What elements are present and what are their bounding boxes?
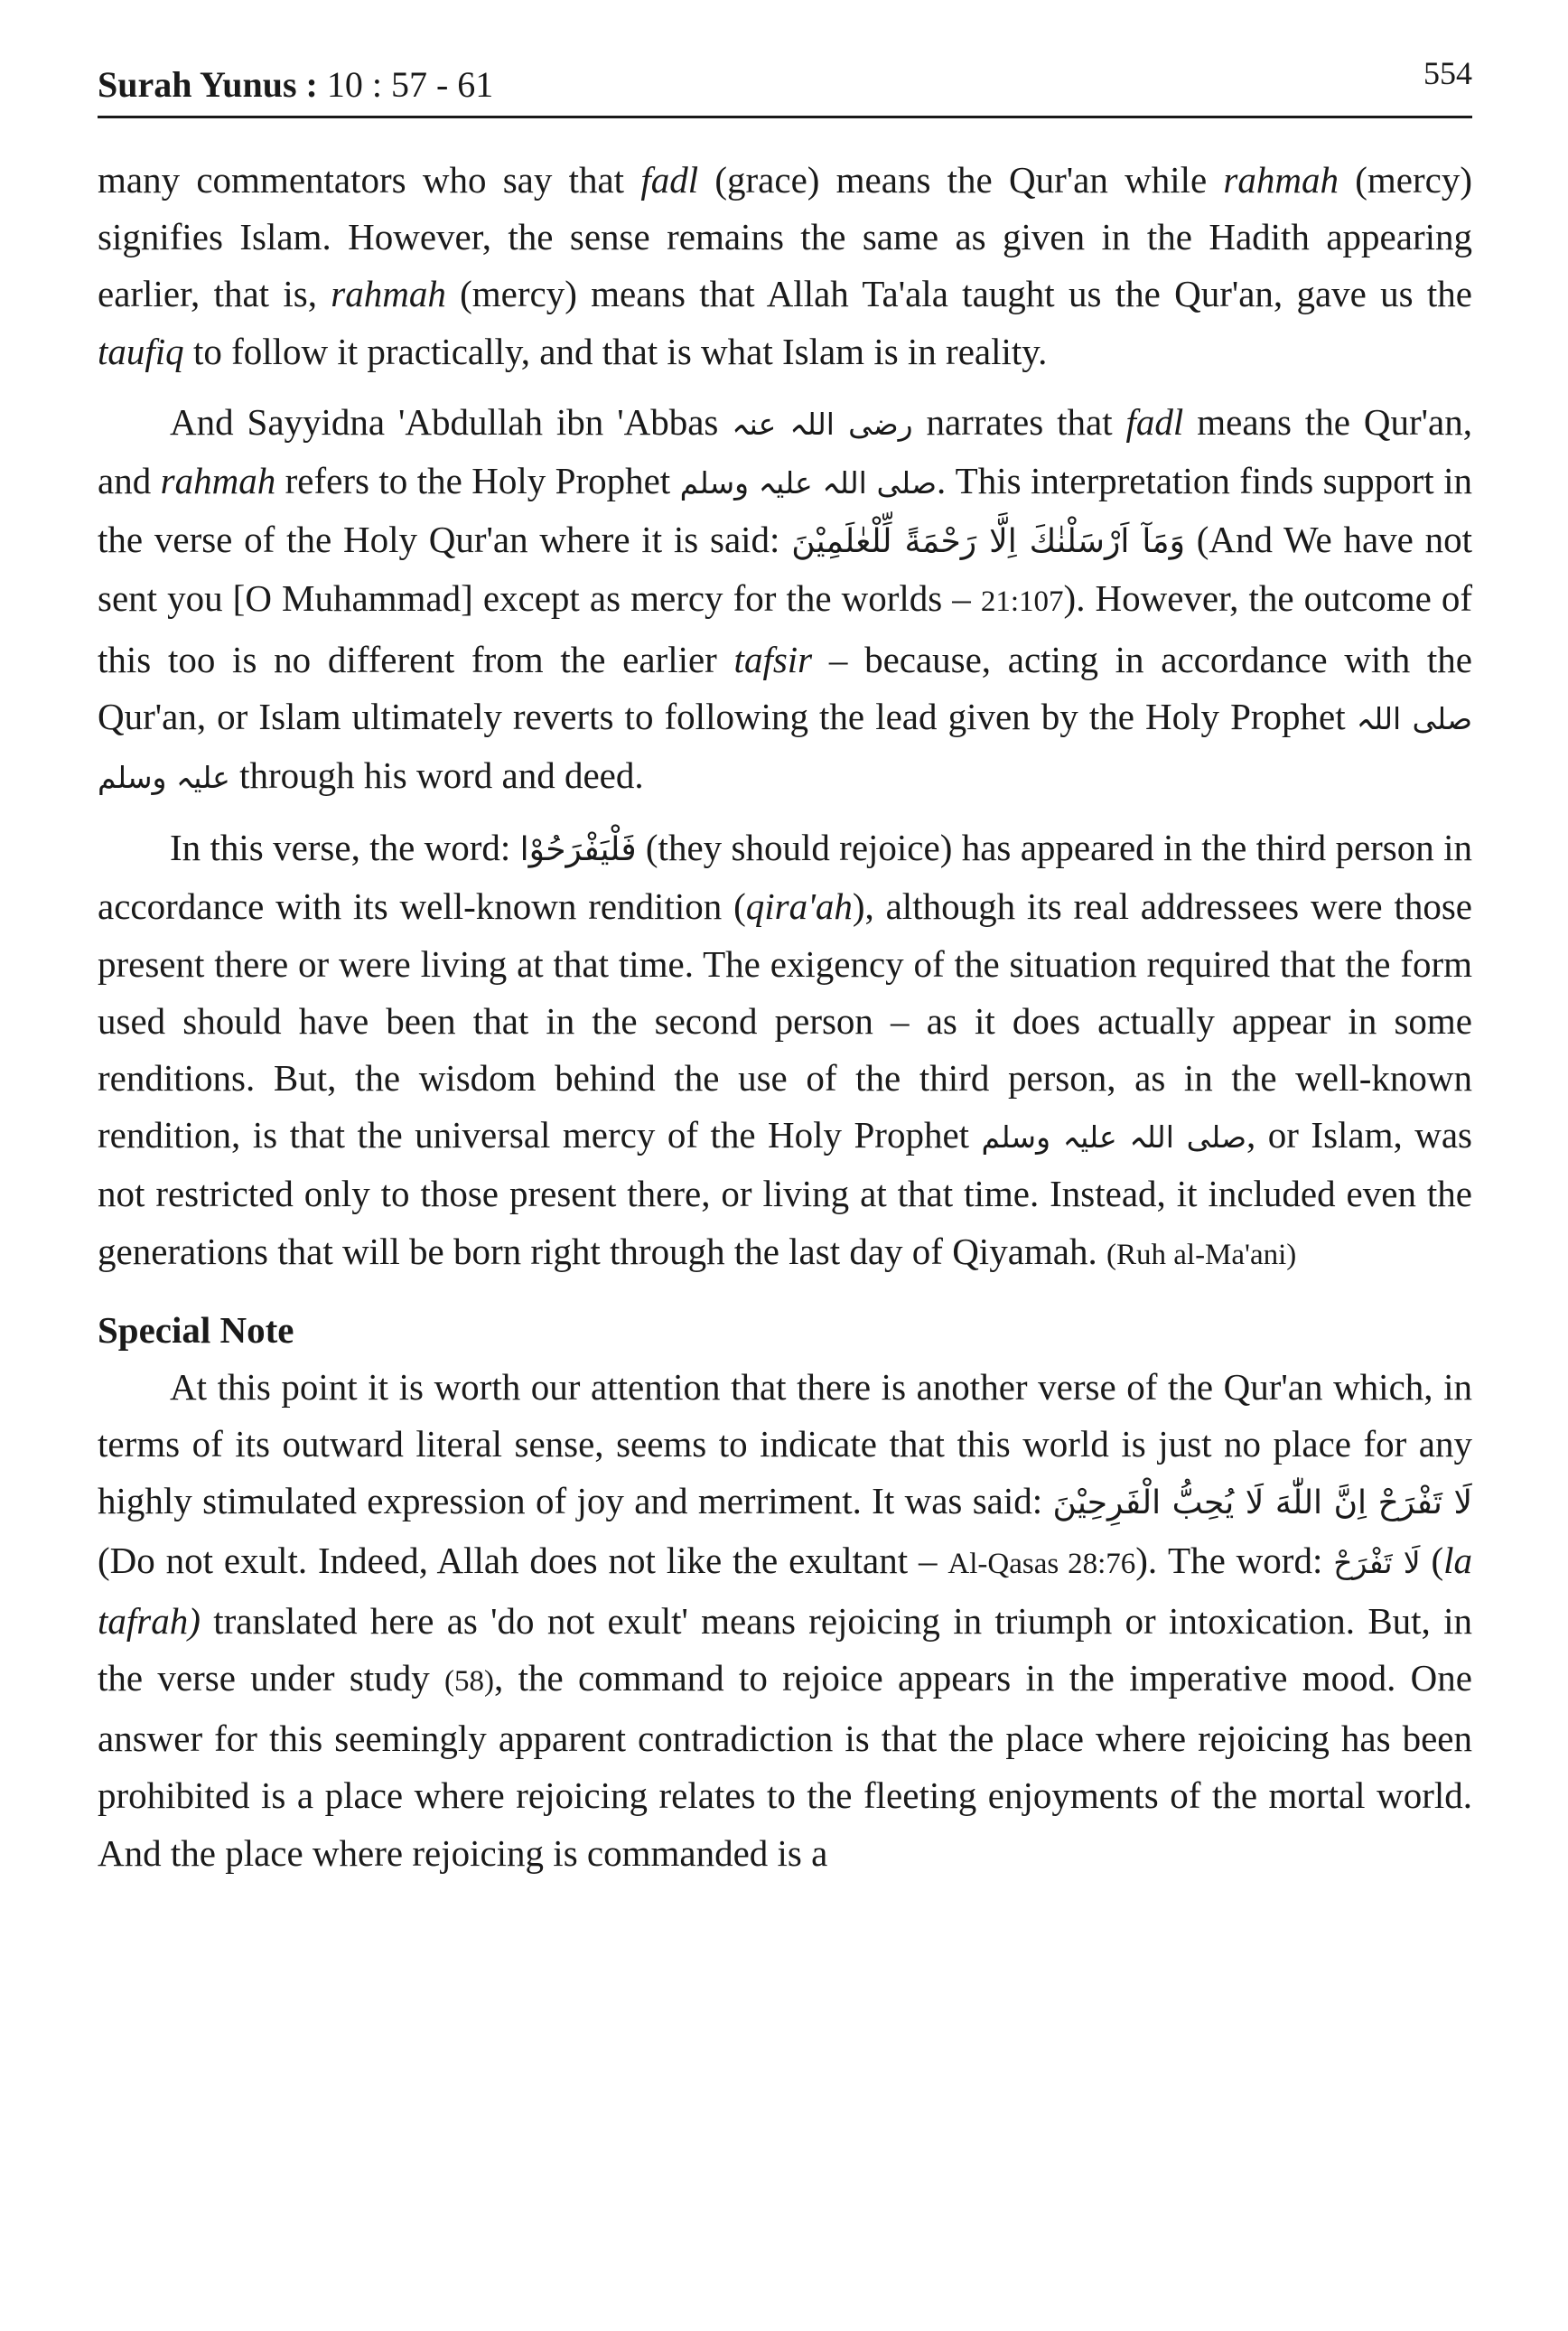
text-run: ). The word: [1135, 1539, 1334, 1581]
term-tafsir: tafsir [733, 638, 813, 680]
text-run: means the Qur'an, and [98, 400, 1473, 502]
text-run: through his word and deed. [229, 754, 644, 797]
surah-name: Surah Yunus : [98, 64, 318, 105]
text-run: (And We have not sent you [O Muhammad] except as mercy for the worlds – [98, 519, 1473, 620]
term-fadl: fadl [640, 159, 699, 201]
term-rahmah: rahmah [160, 460, 276, 502]
body-text [98, 152, 1472, 1882]
arabic-honorific: صلی اللہ علیہ وسلم [679, 465, 937, 501]
term-fadl: fadl [1125, 400, 1184, 443]
term-taufiq: taufiq [98, 330, 184, 372]
arabic-honorific: صلی اللہ علیہ وسلم [98, 700, 1472, 796]
text-run: narrates that [912, 400, 1126, 443]
term-rahmah: rahmah [331, 273, 446, 315]
verse-reference: 21:107 [980, 585, 1064, 619]
paragraph-2 [98, 394, 1472, 806]
text-run: refers to the Holy Prophet [275, 460, 680, 502]
paragraph-3 [98, 819, 1472, 1284]
paragraph-1 [98, 152, 1472, 380]
running-title [98, 63, 493, 106]
text-run: (mercy) signifies Islam. However, the sense remains the same as given in the Hadith appearing earlier, that is, [98, 159, 1472, 315]
arabic-verse: وَمَآ اَرْسَلْنٰكَ اِلَّا رَحْمَةً لِّلْعٰلَمِيْنَ [791, 523, 1185, 561]
arabic-word: فَلْيَفْرَحُوْا [519, 831, 637, 869]
term-rahmah: rahmah [1223, 159, 1339, 201]
term-la-tafrah: la tafrah) [98, 1539, 1473, 1642]
text-run: ( [1420, 1539, 1444, 1581]
text-run: (grace) means the Qur'an while [698, 159, 1224, 201]
page-number: 554 [1423, 55, 1472, 91]
text-run: – because, acting in accordance with the Qur'an, or Islam ultimately reverts to following the lead given by the Holy Prophet [98, 638, 1473, 737]
text-run: At this point it is worth our attention that there is another verse of the Qur'an which, in terms of its outward literal sense, seems to indicate that this world is just no place for any highly stimulated expression of joy and merriment. It was said: [98, 1366, 1472, 1522]
text-run: translated here as 'do not exult' means rejoicing in triumph or intoxication. But, in the verse under study [98, 1599, 1472, 1699]
text-run: to follow it practically, and that is what Islam is in reality. [183, 330, 1048, 372]
verse-reference: (58) [444, 1665, 495, 1699]
text-run: And Sayyidna 'Abdullah ibn 'Abbas [170, 400, 733, 443]
text-run: ). However, the outcome of this too is no different from the earlier [98, 577, 1472, 680]
text-run: (mercy) means that Allah Ta'ala taught us the Qur'an, gave us the [445, 273, 1472, 315]
verse-range: 10 : 57 - 61 [326, 64, 494, 105]
section-heading: Special Note [98, 1308, 294, 1351]
text-run: many commentators who say that [98, 159, 641, 201]
text-run: . This interpretation finds support in the verse of the Holy Qur'an where it is said: [98, 460, 1473, 561]
term-qiraah: qira'ah [745, 885, 853, 928]
text-run: (Do not exult. Indeed, Allah does not like the exultant – [98, 1539, 948, 1581]
text-run: (they should rejoice) has appeared in the third person in accordance with its well-known rendition ( [98, 827, 1472, 928]
arabic-verse: لَا تَفْرَحْ اِنَّ اللّٰهَ لَا يُحِبُّ الْفَرِحِيْنَ [1052, 1484, 1472, 1522]
arabic-honorific: صلی اللہ علیہ وسلم [981, 1119, 1247, 1156]
text-run: , or Islam, was not restricted only to those present there, or living at that time. Instead, it included even the generations that will be born right through the last day of Qiyamah. [98, 1114, 1473, 1272]
arabic-word: لَا تَفْرَحْ [1333, 1544, 1421, 1580]
page-header [98, 47, 1472, 118]
text-run: In this verse, the word: [170, 827, 520, 869]
arabic-honorific: رضی اللہ عنہ [732, 406, 913, 442]
text-run: , the command to rejoice appears in the imperative mood. One answer for this seemingly apparent contradiction is that the place where rejoicing has been prohibited is a place where rejoicing relates to the fleeting enjoyments of the mortal world. And the place where rejoicing is commanded is a [98, 1657, 1472, 1874]
verse-reference: Al-Qasas 28:76 [947, 1547, 1136, 1580]
paragraph-4 [98, 1359, 1472, 1882]
source-citation: (Ruh al-Ma'ani) [1106, 1238, 1297, 1271]
text-run: ), although its real addressees were those present there or were living at that time. The exigency of the situation required that the form used should have been that in the second person – as it does actually appear in some renditions. But, the wisdom behind the use of the third person, as in the well-known rendition, is that the universal mercy of the Holy Prophet [98, 885, 1473, 1156]
